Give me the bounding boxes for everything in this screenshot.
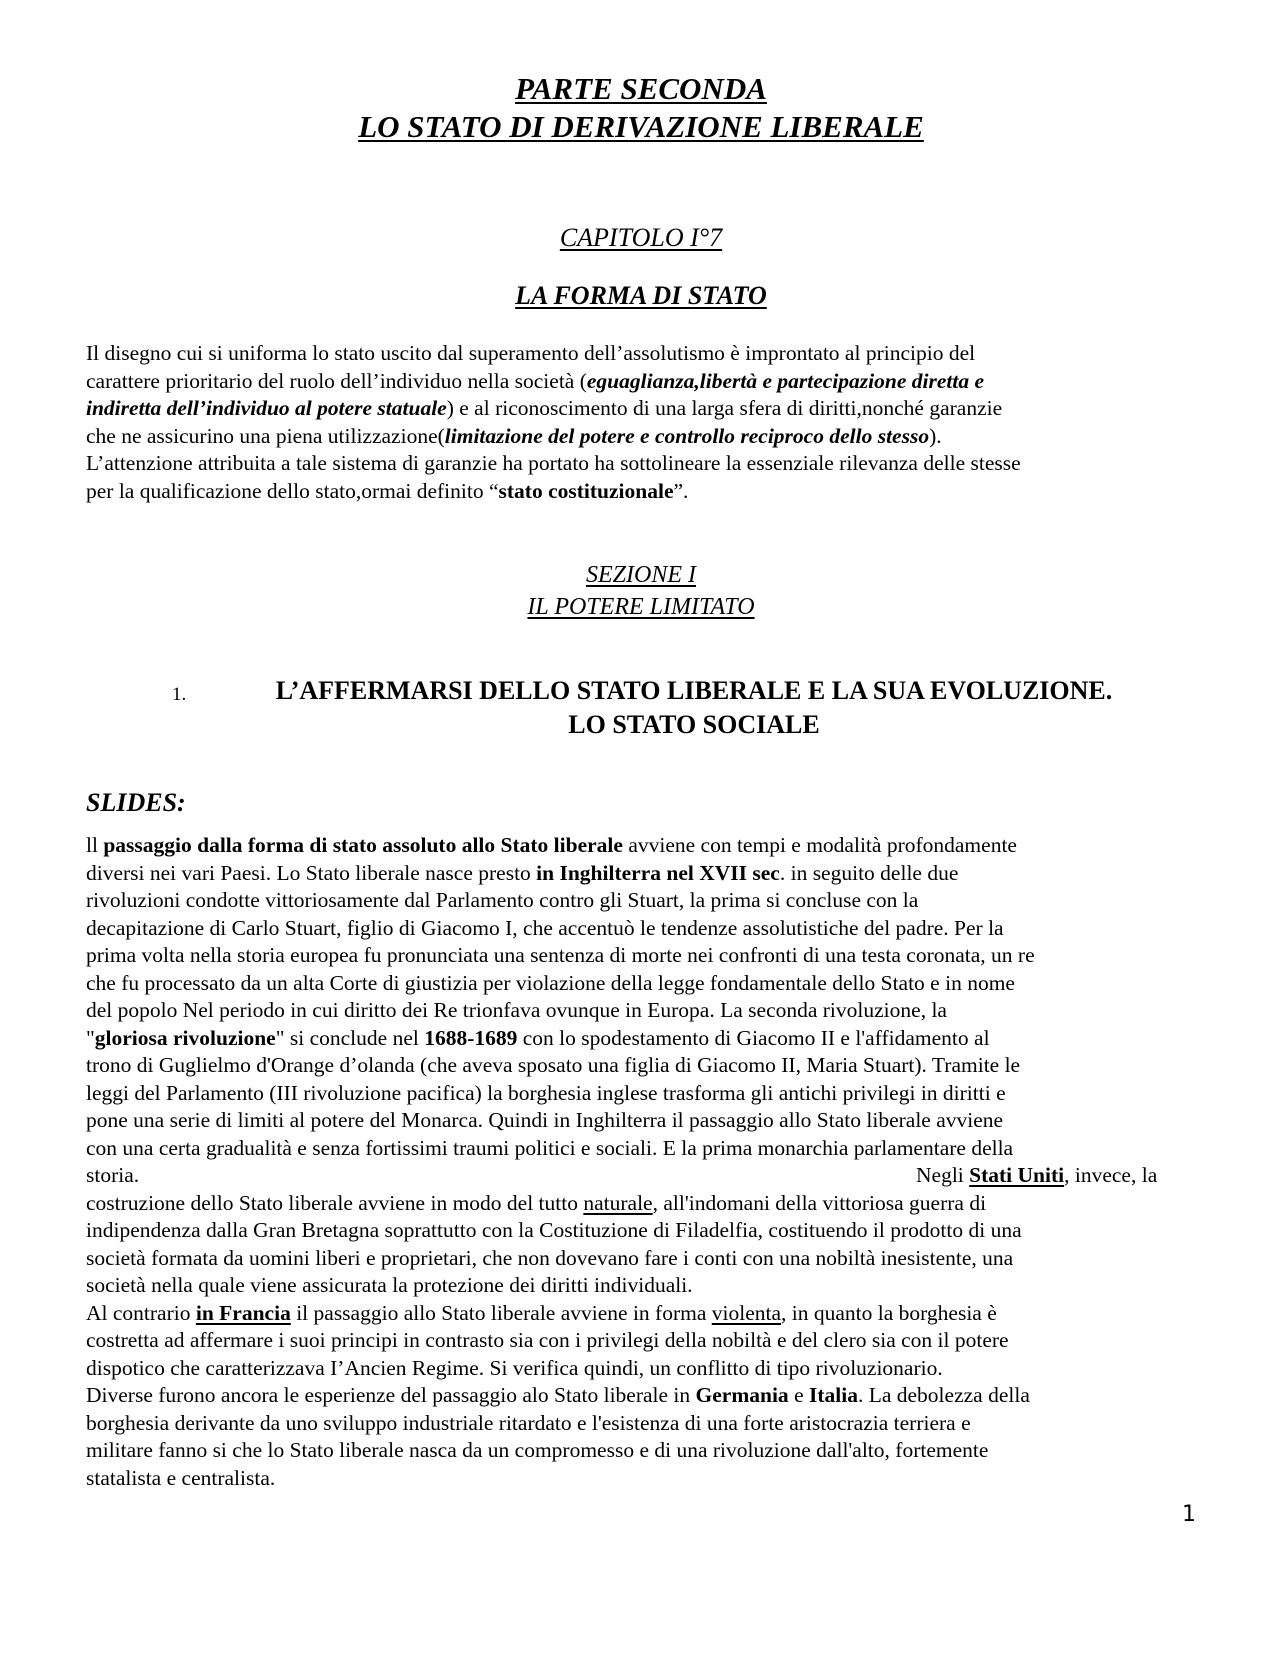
section-title: IL POTERE LIMITATO [527, 594, 755, 620]
body-line: che fu processato da un alta Corte di giustizia per violazione della legge fondamentale dello Stato e in nome [86, 970, 1015, 995]
intro-paragraph [86, 340, 1196, 505]
chapter-title [86, 280, 1196, 312]
section-label: SEZIONE I [586, 562, 696, 588]
intro-line: Il disegno cui si uniforma lo stato uscito dal superamento dell’assolutismo è improntato al principio del [86, 341, 976, 365]
body-line: con una certa gradualità e senza fortissimi traumi politici e sociali. E la prima monarchia parlamentare della [86, 1135, 1014, 1160]
body-line: militare fanno si che lo Stato liberale nasca da un compromesso e di una rivoluzione dall'alto, fortemente [86, 1438, 989, 1462]
body-line: diversi nei vari Paesi. Lo Stato liberale nasce presto in Inghilterra nel XVII sec. in seguito delle due [86, 860, 959, 885]
body-line: Diverse furono ancora le esperienze del passaggio alo Stato liberale in Germania e Italia. La debolezza della [86, 1383, 1030, 1407]
chapter-title-text: LA FORMA DI STATO [515, 281, 767, 310]
page-number: 1 [1182, 1502, 1196, 1527]
heading-line1: L’AFFERMARSI DELLO STATO LIBERALE E LA SUA EVOLUZIONE. [275, 676, 1113, 705]
body-line: borghesia derivante da uno sviluppo industriale ritardato e l'esistenza di una forte aristocrazia terriera e [86, 1410, 971, 1435]
part-title-line2: LO STATO DI DERIVAZIONE LIBERALE [358, 109, 924, 144]
body-line: trono di Guglielmo d'Orange d’olanda (che aveva sposato una figlia di Giacomo II, Maria Stuart). Tramite le [86, 1053, 1021, 1077]
body-line: società formata da uomini liberi e proprietari, che non dovevano fare i conti con una nobiltà inesistente, una [86, 1245, 1014, 1270]
body-line: dispotico che caratterizzava I’Ancien Regime. Si verifica quindi, un conflitto di tipo rivoluzionario. [86, 1355, 943, 1380]
body-line: decapitazione di Carlo Stuart, figlio di Giacomo I, che accentuò le tendenze assolutistiche del padre. Per la [86, 915, 1004, 940]
slides-label: SLIDES: [86, 788, 186, 817]
intro-line: L’attenzione attribuita a tale sistema di garanzie ha portato ha sottolineare la essenziale rilevanza delle stesse [86, 451, 1021, 475]
heading-text [224, 674, 1164, 742]
intro-line: che ne assicurino una piena utilizzazione(limitazione del potere e controllo reciproco dello stesso). [86, 423, 942, 448]
body-line: ll passaggio dalla forma di stato assoluto allo Stato liberale avviene con tempi e modalità profondamente [86, 833, 1017, 857]
body-line: prima volta nella storia europea fu pronunciata una sentenza di morte nei confronti di una testa coronata, un re [86, 943, 1035, 967]
body-line: società nella quale viene assicurata la protezione dei diritti individuali. [86, 1273, 693, 1297]
heading-line2: LO STATO SOCIALE [568, 710, 820, 739]
body-line: statalista e centralista. [86, 1465, 276, 1490]
body-line: rivoluzioni condotte vittoriosamente dal Parlamento contro gli Stuart, la prima si concluse con la [86, 888, 919, 912]
body-line: indipendenza dalla Gran Bretagna soprattutto con la Costituzione di Filadelfia, costituendo il prodotto di una [86, 1218, 1022, 1242]
heading-number: 1. [172, 684, 187, 705]
body-line: pone una serie di limiti al potere del Monarca. Quindi in Inghilterra il passaggio allo Stato liberale avviene [86, 1108, 1004, 1132]
chapter-label-text: CAPITOLO I°7 [559, 223, 723, 252]
part-title [86, 70, 1196, 146]
body-line: costruzione dello Stato liberale avviene in modo del tutto naturale, all'indomani della vittoriosa guerra di [86, 1190, 987, 1215]
body-paragraph [86, 832, 1202, 1492]
body-line: leggi del Parlamento (III rivoluzione pacifica) la borghesia inglese trasforma gli antichi privilegi in diritti e [86, 1080, 1006, 1105]
body-line: storia. Negli Stati Uniti, invece, la [86, 1163, 1158, 1187]
body-line: Al contrario in Francia il passaggio allo Stato liberale avviene in forma violenta, in quanto la borghesia è [86, 1300, 997, 1325]
part-title-line1: PARTE SECONDA [515, 71, 767, 106]
intro-line: indiretta dell’individuo al potere statuale) e al riconoscimento di una larga sfera di diritti,nonché garanzie [86, 396, 1003, 420]
body-line: "gloriosa rivoluzione" si conclude nel 1688-1689 con lo spodestamento di Giacomo II e l'affidamento al [86, 1025, 990, 1050]
intro-line: carattere prioritario del ruolo dell’individuo nella società (eguaglianza,libertà e partecipazione diretta e [86, 368, 985, 393]
intro-line: per la qualificazione dello stato,ormai definito “stato costituzionale”. [86, 478, 689, 503]
body-line: costretta ad affermare i suoi principi in contrasto sia con i privilegi della nobiltà e del clero sia con il potere [86, 1328, 1009, 1352]
section-heading [86, 559, 1196, 623]
body-line: del popolo Nel periodo in cui diritto dei Re trionfava ovunque in Europa. La seconda rivoluzione, la [86, 998, 947, 1022]
chapter-label [86, 222, 1196, 254]
